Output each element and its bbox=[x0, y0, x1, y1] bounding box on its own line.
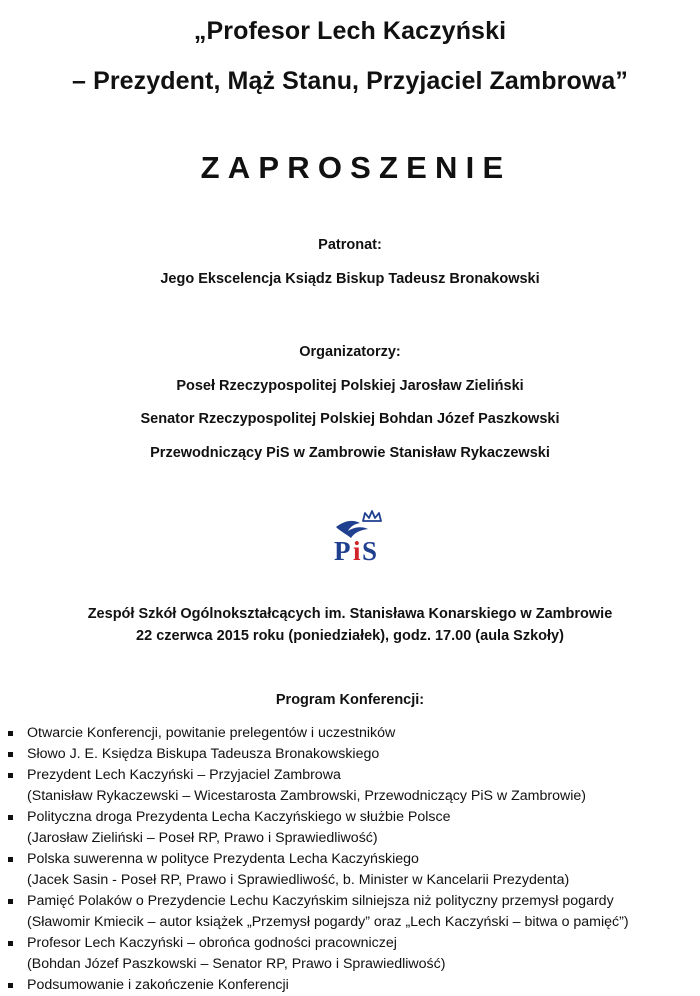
bullet-icon bbox=[8, 731, 13, 736]
program-item bbox=[8, 933, 698, 975]
crown-icon bbox=[363, 511, 381, 521]
program-item bbox=[8, 975, 698, 996]
logo-letter-i: i bbox=[353, 536, 361, 565]
program-item bbox=[8, 765, 698, 807]
logo-letter-s: S bbox=[362, 536, 378, 565]
program-item-text: Otwarcie Konferencji, powitanie prelegentów i uczestników bbox=[27, 725, 396, 741]
bullet-icon bbox=[8, 857, 13, 862]
program-item-text: Słowo J. E. Księdza Biskupa Tadeusza Bronakowskiego bbox=[27, 746, 380, 762]
program-item bbox=[8, 891, 698, 933]
program-item-text: Pamięć Polaków o Prezydencie Lechu Kaczyńskim silniejsza niż polityczny przemysł pogardy bbox=[27, 893, 614, 909]
program-label: Program Konferencji: bbox=[275, 692, 425, 708]
bullet-icon bbox=[8, 773, 13, 778]
bullet-icon bbox=[8, 899, 13, 904]
program-item-text: Polska suwerenna w polityce Prezydenta Lecha Kaczyńskiego bbox=[27, 851, 419, 867]
venue-place: Zespół Szkół Ogólnokształcących im. Stanisława Konarskiego w Zambrowie bbox=[87, 606, 613, 622]
program-item bbox=[8, 807, 698, 849]
organizer-item: Senator Rzeczypospolitej Polskiej Bohdan Józef Paszkowski bbox=[140, 411, 560, 427]
organizer-item: Przewodniczący PiS w Zambrowie Stanisław Rykaczewski bbox=[150, 445, 550, 461]
title-line-1: „Profesor Lech Kaczyński bbox=[193, 17, 507, 45]
organizer-item: Poseł Rzeczypospolitej Polskiej Jarosław Zieliński bbox=[176, 378, 524, 394]
program-item bbox=[8, 744, 698, 765]
bullet-icon bbox=[8, 983, 13, 988]
program-item-text: Prezydent Lech Kaczyński – Przyjaciel Zambrowa bbox=[27, 767, 341, 783]
bullet-icon bbox=[8, 941, 13, 946]
program-item-text: Polityczna droga Prezydenta Lecha Kaczyńskiego w służbie Polsce bbox=[27, 809, 451, 825]
venue-date: 22 czerwca 2015 roku (poniedziałek), godz. 17.00 (aula Szkoły) bbox=[136, 628, 564, 644]
patronage-name: Jego Ekscelencja Ksiądz Biskup Tadeusz Bronakowski bbox=[160, 271, 540, 287]
program-item-text: Podsumowanie i zakończenie Konferencji bbox=[27, 977, 289, 993]
bullet-icon bbox=[8, 815, 13, 820]
program-item bbox=[8, 723, 698, 744]
pis-logo bbox=[330, 507, 388, 565]
title-line-2: – Prezydent, Mąż Stanu, Przyjaciel Zambrowa” bbox=[72, 67, 628, 95]
program-item-detail: (Stanisław Rykaczewski – Wicestarosta Zambrowski, Przewodniczący PiS w Zambrowie) bbox=[27, 788, 586, 804]
program-item bbox=[8, 849, 698, 891]
program-item-detail: (Bohdan Józef Paszkowski – Senator RP, Prawo i Sprawiedliwość) bbox=[27, 956, 446, 972]
program-item-text: Profesor Lech Kaczyński – obrońca godności pracowniczej bbox=[27, 935, 397, 951]
patronage-label: Patronat: bbox=[318, 237, 382, 253]
organizers-label: Organizatorzy: bbox=[299, 344, 401, 360]
logo-letter-p: P bbox=[334, 536, 351, 565]
program-item-detail: (Sławomir Kmiecik – autor książek „Przemysł pogardy” oraz „Lech Kaczyński – bitwa o pamięć”) bbox=[27, 914, 629, 930]
program-item-detail: (Jacek Sasin - Poseł RP, Prawo i Sprawiedliwość, b. Minister w Kancelarii Prezydenta) bbox=[27, 872, 570, 888]
program-item-detail: (Jarosław Zieliński – Poseł RP, Prawo i Sprawiedliwość) bbox=[27, 830, 378, 846]
bullet-icon bbox=[8, 752, 13, 757]
invitation-heading: ZAPROSZENIE bbox=[200, 150, 512, 185]
program-list bbox=[8, 723, 698, 996]
